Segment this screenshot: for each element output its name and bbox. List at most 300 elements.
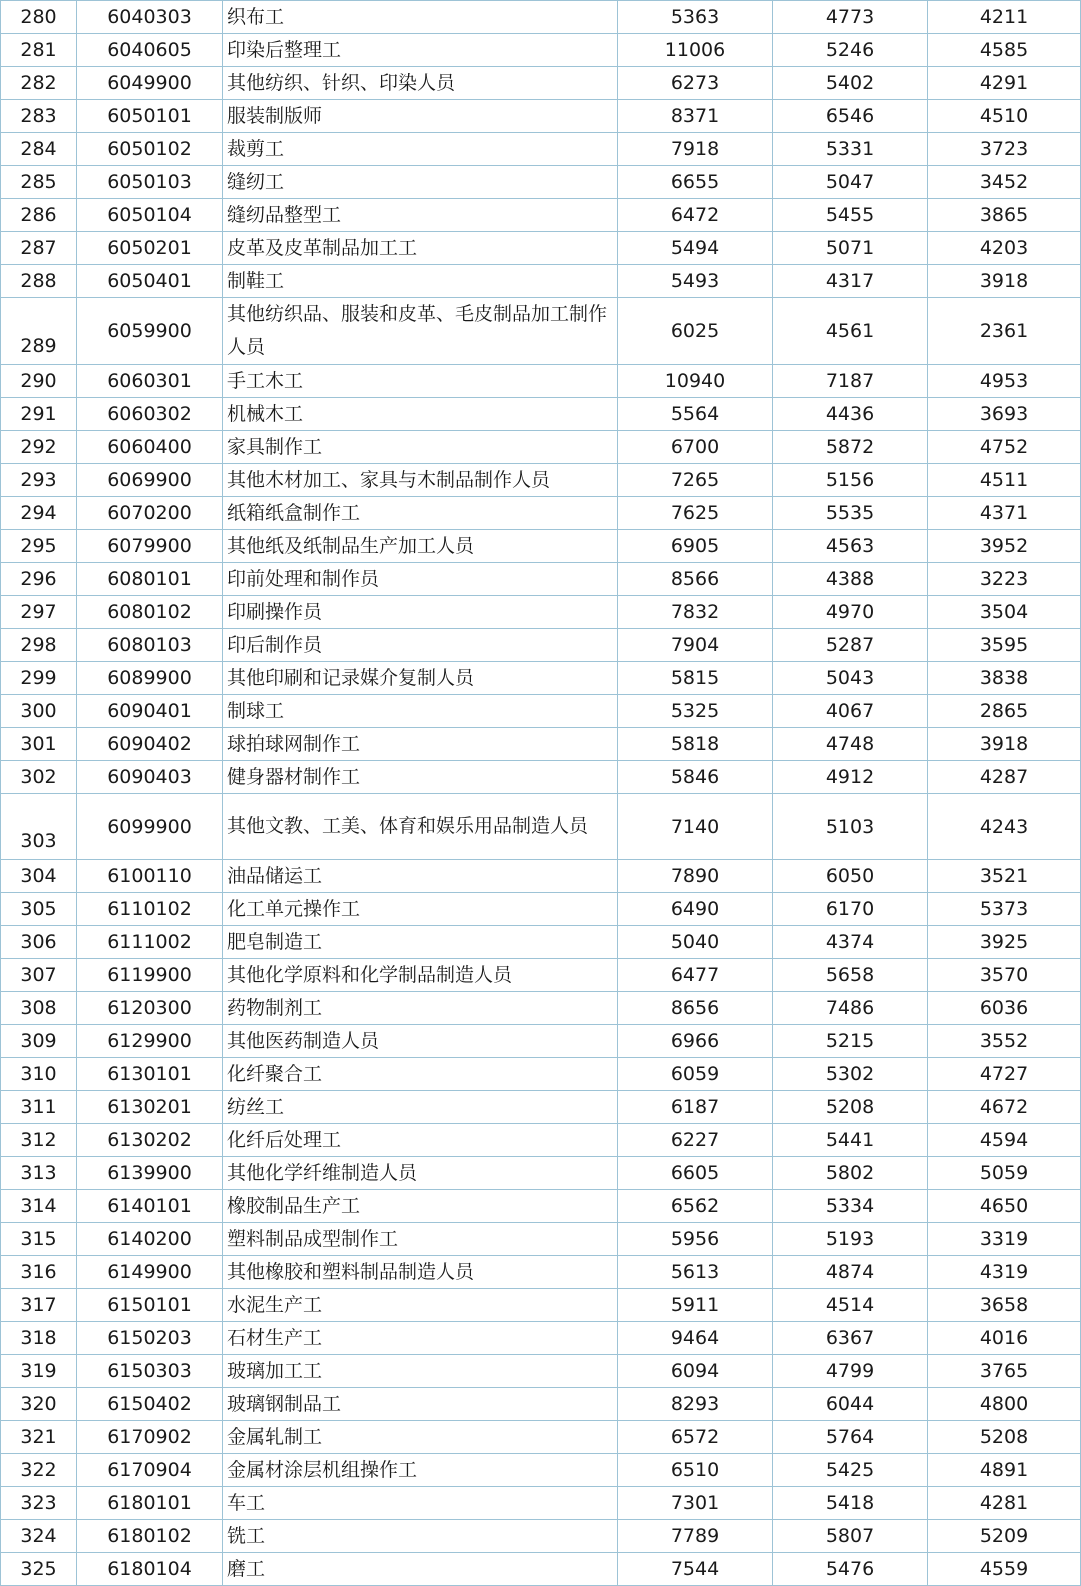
occupation-code-cell: 6180101 — [77, 1487, 223, 1520]
occupation-code-cell: 6079900 — [77, 530, 223, 563]
table-row — [1, 100, 1081, 133]
table-row — [1, 959, 1081, 992]
wage-high-cell: 7140 — [618, 794, 773, 860]
wage-mid-cell: 5425 — [773, 1454, 928, 1487]
wage-low-cell: 4511 — [928, 464, 1081, 497]
wage-mid-cell: 6367 — [773, 1322, 928, 1355]
row-number-cell: 300 — [1, 695, 77, 728]
occupation-code-cell: 6080103 — [77, 629, 223, 662]
wage-low-cell: 4752 — [928, 431, 1081, 464]
occupation-name-cell: 织布工 — [223, 1, 618, 34]
row-number-cell: 316 — [1, 1256, 77, 1289]
table-row — [1, 662, 1081, 695]
table-row — [1, 530, 1081, 563]
wage-mid-cell: 5193 — [773, 1223, 928, 1256]
table-row — [1, 1190, 1081, 1223]
table-row — [1, 1289, 1081, 1322]
wage-high-cell: 5363 — [618, 1, 773, 34]
wage-low-cell: 4650 — [928, 1190, 1081, 1223]
wage-low-cell: 3658 — [928, 1289, 1081, 1322]
wage-low-cell: 4672 — [928, 1091, 1081, 1124]
occupation-name-cell: 其他印刷和记录媒介复制人员 — [223, 662, 618, 695]
wage-mid-cell: 5208 — [773, 1091, 928, 1124]
occupation-code-cell: 6070200 — [77, 497, 223, 530]
wage-low-cell: 4319 — [928, 1256, 1081, 1289]
row-number-cell: 288 — [1, 265, 77, 298]
wage-high-cell: 7544 — [618, 1553, 773, 1586]
occupation-name-cell: 健身器材制作工 — [223, 761, 618, 794]
occupation-code-cell: 6050201 — [77, 232, 223, 265]
wage-low-cell: 3925 — [928, 926, 1081, 959]
wage-mid-cell: 5156 — [773, 464, 928, 497]
occupation-code-cell: 6149900 — [77, 1256, 223, 1289]
wage-mid-cell: 5872 — [773, 431, 928, 464]
wage-high-cell: 8656 — [618, 992, 773, 1025]
wage-high-cell: 5040 — [618, 926, 773, 959]
wage-high-cell: 5325 — [618, 695, 773, 728]
wage-mid-cell: 5402 — [773, 67, 928, 100]
row-number-cell: 305 — [1, 893, 77, 926]
wage-high-cell: 8371 — [618, 100, 773, 133]
row-number-cell: 286 — [1, 199, 77, 232]
wage-low-cell: 3918 — [928, 265, 1081, 298]
occupation-code-cell: 6140101 — [77, 1190, 223, 1223]
table-row — [1, 398, 1081, 431]
table-row — [1, 695, 1081, 728]
wage-high-cell: 7789 — [618, 1520, 773, 1553]
occupation-code-cell: 6059900 — [77, 298, 223, 365]
wage-low-cell: 2865 — [928, 695, 1081, 728]
row-number-cell: 287 — [1, 232, 77, 265]
row-number-cell: 320 — [1, 1388, 77, 1421]
occupation-name-cell: 塑料制品成型制作工 — [223, 1223, 618, 1256]
table-row — [1, 893, 1081, 926]
wage-high-cell: 8293 — [618, 1388, 773, 1421]
table-row — [1, 926, 1081, 959]
occupation-name-cell: 其他化学原料和化学制品制造人员 — [223, 959, 618, 992]
wage-high-cell: 6477 — [618, 959, 773, 992]
table-row — [1, 596, 1081, 629]
occupation-name-cell: 水泥生产工 — [223, 1289, 618, 1322]
occupation-code-cell: 6130202 — [77, 1124, 223, 1157]
wage-high-cell: 6094 — [618, 1355, 773, 1388]
table-row — [1, 1256, 1081, 1289]
wage-mid-cell: 4748 — [773, 728, 928, 761]
wage-low-cell: 4585 — [928, 34, 1081, 67]
row-number-cell: 289 — [1, 298, 77, 365]
table-row — [1, 199, 1081, 232]
table-row — [1, 1388, 1081, 1421]
wage-high-cell: 6562 — [618, 1190, 773, 1223]
occupation-name-cell: 其他纸及纸制品生产加工人员 — [223, 530, 618, 563]
wage-low-cell: 3765 — [928, 1355, 1081, 1388]
row-number-cell: 324 — [1, 1520, 77, 1553]
occupation-code-cell: 6050101 — [77, 100, 223, 133]
wage-high-cell: 7832 — [618, 596, 773, 629]
wage-mid-cell: 7486 — [773, 992, 928, 1025]
row-number-cell: 309 — [1, 1025, 77, 1058]
wage-mid-cell: 4773 — [773, 1, 928, 34]
occupation-code-cell: 6060301 — [77, 365, 223, 398]
wage-low-cell: 4211 — [928, 1, 1081, 34]
row-number-cell: 291 — [1, 398, 77, 431]
wage-mid-cell: 5287 — [773, 629, 928, 662]
wage-high-cell: 7265 — [618, 464, 773, 497]
wage-low-cell: 3570 — [928, 959, 1081, 992]
occupation-code-cell: 6050102 — [77, 133, 223, 166]
occupation-name-cell: 裁剪工 — [223, 133, 618, 166]
wage-mid-cell: 6050 — [773, 860, 928, 893]
wage-high-cell: 6605 — [618, 1157, 773, 1190]
occupation-name-cell: 其他文教、工美、体育和娱乐用品制造人员 — [223, 794, 618, 860]
occupation-code-cell: 6110102 — [77, 893, 223, 926]
wage-high-cell: 5911 — [618, 1289, 773, 1322]
occupation-code-cell: 6150203 — [77, 1322, 223, 1355]
wage-mid-cell: 5043 — [773, 662, 928, 695]
occupation-code-cell: 6050104 — [77, 199, 223, 232]
wage-high-cell: 7890 — [618, 860, 773, 893]
row-number-cell: 292 — [1, 431, 77, 464]
wage-mid-cell: 4874 — [773, 1256, 928, 1289]
wage-high-cell: 8566 — [618, 563, 773, 596]
occupation-code-cell: 6150101 — [77, 1289, 223, 1322]
wage-high-cell: 6273 — [618, 67, 773, 100]
wage-mid-cell: 5246 — [773, 34, 928, 67]
occupation-code-cell: 6120300 — [77, 992, 223, 1025]
table-row — [1, 761, 1081, 794]
wage-low-cell: 4016 — [928, 1322, 1081, 1355]
wage-low-cell: 4203 — [928, 232, 1081, 265]
wage-mid-cell: 4436 — [773, 398, 928, 431]
wage-mid-cell: 5807 — [773, 1520, 928, 1553]
occupation-code-cell: 6139900 — [77, 1157, 223, 1190]
row-number-cell: 294 — [1, 497, 77, 530]
row-number-cell: 314 — [1, 1190, 77, 1223]
wage-mid-cell: 4912 — [773, 761, 928, 794]
occupation-code-cell: 6130101 — [77, 1058, 223, 1091]
table-row — [1, 365, 1081, 398]
table-row — [1, 1355, 1081, 1388]
wage-low-cell: 4953 — [928, 365, 1081, 398]
wage-low-cell: 5373 — [928, 893, 1081, 926]
row-number-cell: 312 — [1, 1124, 77, 1157]
table-row — [1, 1520, 1081, 1553]
wage-mid-cell: 5331 — [773, 133, 928, 166]
occupation-name-cell: 纺丝工 — [223, 1091, 618, 1124]
wage-high-cell: 7301 — [618, 1487, 773, 1520]
table-row — [1, 1487, 1081, 1520]
occupation-code-cell: 6180104 — [77, 1553, 223, 1586]
wage-mid-cell: 4799 — [773, 1355, 928, 1388]
table-row — [1, 1223, 1081, 1256]
occupation-name-cell: 肥皂制造工 — [223, 926, 618, 959]
occupation-code-cell: 6080102 — [77, 596, 223, 629]
wage-low-cell: 4727 — [928, 1058, 1081, 1091]
wage-high-cell: 6655 — [618, 166, 773, 199]
wage-low-cell: 4371 — [928, 497, 1081, 530]
table-row — [1, 1421, 1081, 1454]
occupation-name-cell: 其他橡胶和塑料制品制造人员 — [223, 1256, 618, 1289]
occupation-name-cell: 金属材涂层机组操作工 — [223, 1454, 618, 1487]
row-number-cell: 318 — [1, 1322, 77, 1355]
occupation-code-cell: 6090402 — [77, 728, 223, 761]
occupation-code-cell: 6150402 — [77, 1388, 223, 1421]
wage-mid-cell: 5764 — [773, 1421, 928, 1454]
wage-high-cell: 5564 — [618, 398, 773, 431]
occupation-name-cell: 其他木材加工、家具与木制品制作人员 — [223, 464, 618, 497]
row-number-cell: 293 — [1, 464, 77, 497]
wage-low-cell: 3521 — [928, 860, 1081, 893]
row-number-cell: 283 — [1, 100, 77, 133]
table-row — [1, 464, 1081, 497]
wage-low-cell: 5059 — [928, 1157, 1081, 1190]
occupation-name-cell: 玻璃加工工 — [223, 1355, 618, 1388]
occupation-code-cell: 6129900 — [77, 1025, 223, 1058]
occupation-code-cell: 6099900 — [77, 794, 223, 860]
occupation-name-cell: 其他化学纤维制造人员 — [223, 1157, 618, 1190]
wage-mid-cell: 5476 — [773, 1553, 928, 1586]
row-number-cell: 321 — [1, 1421, 77, 1454]
wage-high-cell: 5613 — [618, 1256, 773, 1289]
occupation-name-cell: 其他纺织、针织、印染人员 — [223, 67, 618, 100]
occupation-name-cell: 缝纫品整型工 — [223, 199, 618, 232]
table-row — [1, 265, 1081, 298]
row-number-cell: 315 — [1, 1223, 77, 1256]
row-number-cell: 322 — [1, 1454, 77, 1487]
occupation-name-cell: 印刷操作员 — [223, 596, 618, 629]
row-number-cell: 308 — [1, 992, 77, 1025]
wage-low-cell: 3504 — [928, 596, 1081, 629]
occupation-name-cell: 车工 — [223, 1487, 618, 1520]
wage-mid-cell: 5535 — [773, 497, 928, 530]
wage-mid-cell: 5658 — [773, 959, 928, 992]
occupation-name-cell: 玻璃钢制品工 — [223, 1388, 618, 1421]
wage-high-cell: 5956 — [618, 1223, 773, 1256]
wage-high-cell: 5846 — [618, 761, 773, 794]
wage-low-cell: 4510 — [928, 100, 1081, 133]
occupation-code-cell: 6150303 — [77, 1355, 223, 1388]
wage-high-cell: 6472 — [618, 199, 773, 232]
wage-mid-cell: 4563 — [773, 530, 928, 563]
wage-high-cell: 6966 — [618, 1025, 773, 1058]
row-number-cell: 323 — [1, 1487, 77, 1520]
table-row — [1, 1091, 1081, 1124]
table-row — [1, 133, 1081, 166]
table-row — [1, 1322, 1081, 1355]
table-row — [1, 34, 1081, 67]
row-number-cell: 298 — [1, 629, 77, 662]
wage-low-cell: 4559 — [928, 1553, 1081, 1586]
row-number-cell: 319 — [1, 1355, 77, 1388]
wage-high-cell: 6905 — [618, 530, 773, 563]
table-row — [1, 298, 1081, 365]
occupation-code-cell: 6100110 — [77, 860, 223, 893]
table-row — [1, 1, 1081, 34]
wage-mid-cell: 5802 — [773, 1157, 928, 1190]
wage-low-cell: 3723 — [928, 133, 1081, 166]
row-number-cell: 302 — [1, 761, 77, 794]
wage-high-cell: 5815 — [618, 662, 773, 695]
occupation-code-cell: 6089900 — [77, 662, 223, 695]
occupation-code-cell: 6049900 — [77, 67, 223, 100]
wage-high-cell: 11006 — [618, 34, 773, 67]
occupation-name-cell: 机械木工 — [223, 398, 618, 431]
occupation-name-cell: 金属轧制工 — [223, 1421, 618, 1454]
row-number-cell: 297 — [1, 596, 77, 629]
occupation-name-cell: 印后制作员 — [223, 629, 618, 662]
wage-mid-cell: 6044 — [773, 1388, 928, 1421]
occupation-code-cell: 6119900 — [77, 959, 223, 992]
occupation-name-cell: 铣工 — [223, 1520, 618, 1553]
wage-low-cell: 4594 — [928, 1124, 1081, 1157]
occupation-name-cell: 制球工 — [223, 695, 618, 728]
occupation-code-cell: 6080101 — [77, 563, 223, 596]
occupation-name-cell: 药物制剂工 — [223, 992, 618, 1025]
row-number-cell: 325 — [1, 1553, 77, 1586]
wage-high-cell: 5494 — [618, 232, 773, 265]
row-number-cell: 290 — [1, 365, 77, 398]
wage-high-cell: 5818 — [618, 728, 773, 761]
wage-mid-cell: 5302 — [773, 1058, 928, 1091]
wage-high-cell: 6700 — [618, 431, 773, 464]
wage-low-cell: 4291 — [928, 67, 1081, 100]
table-row — [1, 629, 1081, 662]
wage-mid-cell: 4374 — [773, 926, 928, 959]
occupation-code-cell: 6111002 — [77, 926, 223, 959]
row-number-cell: 281 — [1, 34, 77, 67]
wage-low-cell: 3223 — [928, 563, 1081, 596]
row-number-cell: 295 — [1, 530, 77, 563]
occupation-name-cell: 化纤后处理工 — [223, 1124, 618, 1157]
occupation-code-cell: 6090401 — [77, 695, 223, 728]
occupation-name-cell: 化纤聚合工 — [223, 1058, 618, 1091]
wage-mid-cell: 6170 — [773, 893, 928, 926]
row-number-cell: 301 — [1, 728, 77, 761]
occupation-code-cell: 6140200 — [77, 1223, 223, 1256]
occupation-code-cell: 6069900 — [77, 464, 223, 497]
occupation-name-cell: 球拍球网制作工 — [223, 728, 618, 761]
occupation-code-cell: 6130201 — [77, 1091, 223, 1124]
occupation-code-cell: 6040303 — [77, 1, 223, 34]
wage-mid-cell: 4388 — [773, 563, 928, 596]
occupation-name-cell: 其他纺织品、服装和皮革、毛皮制品加工制作人员 — [223, 298, 618, 365]
row-number-cell: 285 — [1, 166, 77, 199]
wage-high-cell: 5493 — [618, 265, 773, 298]
occupation-name-cell: 手工木工 — [223, 365, 618, 398]
row-number-cell: 282 — [1, 67, 77, 100]
table-row — [1, 1157, 1081, 1190]
wage-mid-cell: 5047 — [773, 166, 928, 199]
occupation-name-cell: 印染后整理工 — [223, 34, 618, 67]
occupation-code-cell: 6060302 — [77, 398, 223, 431]
table-row — [1, 563, 1081, 596]
wage-low-cell: 3838 — [928, 662, 1081, 695]
row-number-cell: 284 — [1, 133, 77, 166]
wage-low-cell: 3693 — [928, 398, 1081, 431]
occupation-code-cell: 6090403 — [77, 761, 223, 794]
wage-low-cell: 3552 — [928, 1025, 1081, 1058]
wage-mid-cell: 5103 — [773, 794, 928, 860]
table-row — [1, 860, 1081, 893]
wage-mid-cell: 4514 — [773, 1289, 928, 1322]
wage-low-cell: 4281 — [928, 1487, 1081, 1520]
wage-high-cell: 6187 — [618, 1091, 773, 1124]
wage-mid-cell: 5441 — [773, 1124, 928, 1157]
table-row — [1, 794, 1081, 860]
occupation-name-cell: 化工单元操作工 — [223, 893, 618, 926]
occupation-name-cell: 印前处理和制作员 — [223, 563, 618, 596]
row-number-cell: 306 — [1, 926, 77, 959]
wage-high-cell: 6490 — [618, 893, 773, 926]
occupation-name-cell: 制鞋工 — [223, 265, 618, 298]
wage-mid-cell: 5418 — [773, 1487, 928, 1520]
occupation-code-cell: 6170902 — [77, 1421, 223, 1454]
table-row — [1, 232, 1081, 265]
wage-low-cell: 6036 — [928, 992, 1081, 1025]
wage-low-cell: 3319 — [928, 1223, 1081, 1256]
table-row — [1, 1124, 1081, 1157]
occupation-code-cell: 6050103 — [77, 166, 223, 199]
wage-high-cell: 7904 — [618, 629, 773, 662]
occupation-code-cell: 6040605 — [77, 34, 223, 67]
occupation-name-cell: 油品储运工 — [223, 860, 618, 893]
wage-high-cell: 7625 — [618, 497, 773, 530]
occupation-code-cell: 6060400 — [77, 431, 223, 464]
row-number-cell: 311 — [1, 1091, 77, 1124]
wage-high-cell: 6510 — [618, 1454, 773, 1487]
row-number-cell: 296 — [1, 563, 77, 596]
occupation-name-cell: 缝纫工 — [223, 166, 618, 199]
wage-low-cell: 3865 — [928, 199, 1081, 232]
wage-high-cell: 6572 — [618, 1421, 773, 1454]
occupation-name-cell: 皮革及皮革制品加工工 — [223, 232, 618, 265]
wage-low-cell: 3952 — [928, 530, 1081, 563]
wage-low-cell: 4287 — [928, 761, 1081, 794]
wage-mid-cell: 4970 — [773, 596, 928, 629]
table-row — [1, 1058, 1081, 1091]
occupation-name-cell: 石材生产工 — [223, 1322, 618, 1355]
wage-high-cell: 7918 — [618, 133, 773, 166]
wage-low-cell: 4891 — [928, 1454, 1081, 1487]
row-number-cell: 299 — [1, 662, 77, 695]
row-number-cell: 280 — [1, 1, 77, 34]
wage-mid-cell: 4067 — [773, 695, 928, 728]
row-number-cell: 313 — [1, 1157, 77, 1190]
wage-high-cell: 6059 — [618, 1058, 773, 1091]
table-row — [1, 1025, 1081, 1058]
wage-mid-cell: 5334 — [773, 1190, 928, 1223]
occupation-name-cell: 纸箱纸盒制作工 — [223, 497, 618, 530]
wage-low-cell: 5208 — [928, 1421, 1081, 1454]
table-row — [1, 992, 1081, 1025]
occupation-name-cell: 服装制版师 — [223, 100, 618, 133]
wage-low-cell: 3595 — [928, 629, 1081, 662]
table-body — [1, 1, 1081, 1586]
wage-high-cell: 9464 — [618, 1322, 773, 1355]
wage-low-cell: 4243 — [928, 794, 1081, 860]
table-row — [1, 1454, 1081, 1487]
row-number-cell: 310 — [1, 1058, 77, 1091]
table-row — [1, 67, 1081, 100]
occupation-name-cell: 家具制作工 — [223, 431, 618, 464]
table-row — [1, 166, 1081, 199]
occupation-name-cell: 磨工 — [223, 1553, 618, 1586]
occupation-name-cell: 其他医药制造人员 — [223, 1025, 618, 1058]
wage-high-cell: 6025 — [618, 298, 773, 365]
row-number-cell: 307 — [1, 959, 77, 992]
occupation-code-cell: 6050401 — [77, 265, 223, 298]
row-number-cell: 317 — [1, 1289, 77, 1322]
